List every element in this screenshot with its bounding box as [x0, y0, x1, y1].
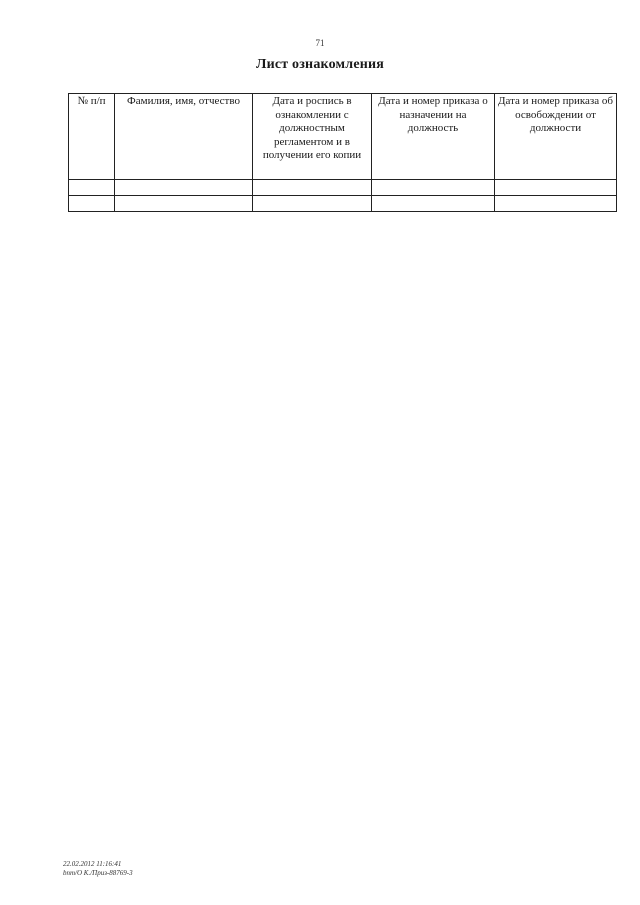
document-footer — [63, 860, 133, 878]
table-cell — [495, 196, 617, 212]
column-header-full-name: Фамилия, имя, отчество — [115, 94, 253, 180]
table-cell — [253, 180, 372, 196]
column-header-signature-date: Дата и роспись в ознакомлении с должностным регламентом и в получении его копии — [253, 94, 372, 180]
table-cell — [253, 196, 372, 212]
page-number: 71 — [315, 38, 325, 48]
table-cell — [115, 196, 253, 212]
column-header-dismissal-order: Дата и номер приказа об освобождении от должности — [495, 94, 617, 180]
page-title: Лист ознакомления — [255, 57, 385, 72]
table-cell — [372, 196, 495, 212]
table-cell — [372, 180, 495, 196]
table-header-row — [69, 94, 617, 180]
table-cell — [495, 180, 617, 196]
table-cell — [115, 180, 253, 196]
table-cell — [69, 196, 115, 212]
acknowledgement-table — [68, 93, 617, 212]
footer-file-reference: bnm/O К./Приз-88769-3 — [63, 869, 133, 877]
table-row — [69, 196, 617, 212]
column-header-number: № п/п — [69, 94, 115, 180]
table-cell — [69, 180, 115, 196]
table-row — [69, 180, 617, 196]
footer-timestamp: 22.02.2012 11:16:41 — [63, 860, 122, 868]
column-header-appointment-order: Дата и номер приказа о назначении на должность — [372, 94, 495, 180]
